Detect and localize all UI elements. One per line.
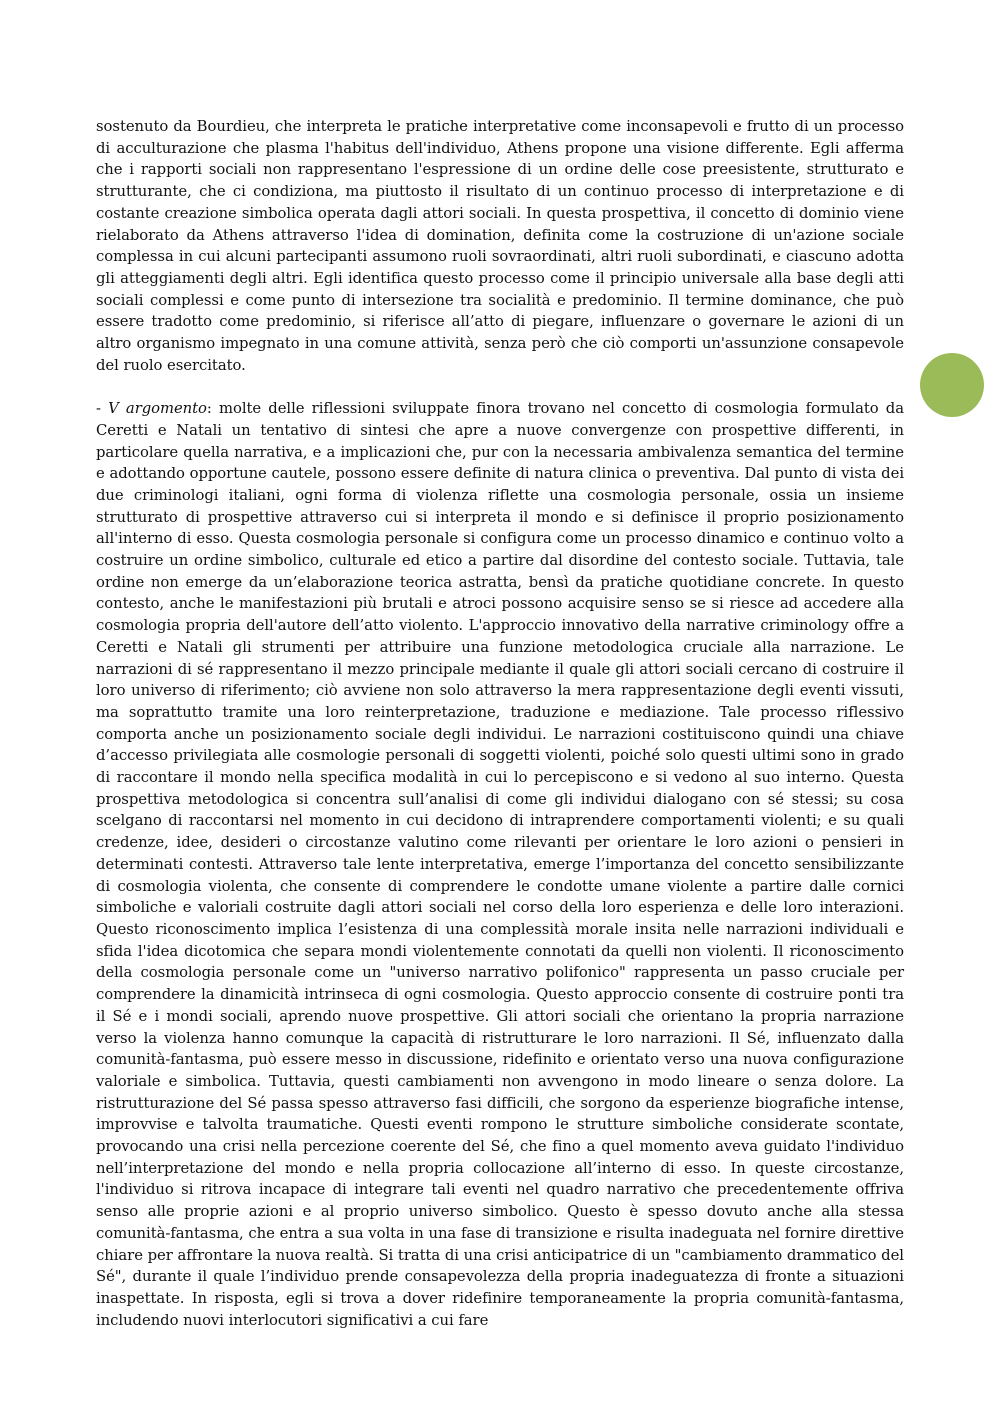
decorative-circle [920, 353, 984, 417]
paragraph-1: sostenuto da Bourdieu, che interpreta le pratiche interpretative come inconsapevoli e frutto di un processo di acculturazione che plasma l'habitus dell'individuo, Athens propone una visione differente. Egli afferma che i rapporti sociali non rappresentano l'espressione di un ordine delle cose preesistente, strutturato e strutturante, che ci condiziona, ma piuttosto il risultato di un continuo processo di interpretazione e di costante creazione simbolica operata dagli attori sociali. In questa prospettiva, il concetto di dominio viene rielaborato da Athens attraverso l'idea di domination, definita come la costruzione di un'azione sociale complessa in cui alcuni partecipanti assumono ruoli sovraordinati, altri ruoli subordinati, e ciascuno adotta gli atteggiamenti degli altri. Egli identifica questo processo come il principio universale alla base degli atti sociali complessi e come punto di intersezione tra socialità e predominio. Il termine dominance, che può essere tradotto come predominio, si riferisce all’atto di piegare, influenzare o governare le azioni di un altro organismo impegnato in una comune attività, senza però che ciò comporti un'assunzione consapevole del ruolo esercitato. [96, 118, 904, 374]
paragraph-2 [96, 398, 904, 1331]
paragraph-2-heading: V argomento [108, 400, 207, 418]
paragraph-2-body: : molte delle riflessioni sviluppate finora trovano nel concetto di cosmologia formulato da Ceretti e Natali un tentativo di sintesi che apre a nuove convergenze con prospettive differenti, in particolare quella narrativa, e a implicazioni che, pur con la necessaria ambivalenza semantica del termine e adottando opportune cautele, possono essere definite di natura clinica o preventiva. Dal punto di vista dei due criminologi italiani, ogni forma di violenza riflette una cosmologia personale, ossia un insieme strutturato di prospettive attraverso cui si interpreta il mondo e si definisce il proprio posizionamento all'interno di esso. Questa cosmologia personale si configura come un processo dinamico e continuo volto a costruire un ordine simbolico, culturale ed etico a partire dal disordine del contesto sociale. Tuttavia, tale ordine non emerge da un’elaborazione teorica astratta, bensì da pratiche quotidiane concrete. In questo contesto, anche le manifestazioni più brutali e atroci possono acquisire senso se si riesce ad accedere alla cosmologia propria dell'autore dell’atto violento. L'approccio innovativo della narrative criminology offre a Ceretti e Natali gli strumenti per attribuire una funzione metodologica cruciale alla narrazione. Le narrazioni di sé rappresentano il mezzo principale mediante il quale gli attori sociali cercano di costruire il loro universo di riferimento; ciò avviene non solo attraverso la mera rappresentazione degli eventi vissuti, ma soprattutto tramite una loro reinterpretazione, traduzione e mediazione. Tale processo riflessivo comporta anche un posizionamento sociale degli individui. Le narrazioni costituiscono quindi una chiave d’accesso privilegiata alle cosmologie personali di soggetti violenti, poiché solo questi ultimi sono in grado di raccontare il mondo nella specifica modalità in cui lo percepiscono e si vedono al suo interno. Questa prospettiva metodologica si concentra sull’analisi di come gli individui dialogano con sé stessi; su cosa scelgano di raccontarsi nel momento in cui decidono di intraprendere comportamenti violenti; e su quali credenze, idee, desideri o circostanze valutino come rilevanti per orientare le loro azioni o pensieri in determinati contesti. Attraverso tale lente interpretativa, emerge l’importanza del concetto sensibilizzante di cosmologia violenta, che consente di comprendere le condotte umane violente a partire dalle cornici simboliche e valoriali costruite dagli attori sociali nel corso della loro esperienza e delle loro interazioni. Questo riconoscimento implica l’esistenza di una complessità morale insita nelle narrazioni individuali e sfida l'idea dicotomica che separa mondi violentemente connotati da quelli non violenti. Il riconoscimento della cosmologia personale come un "universo narrativo polifonico" rappresenta un passo cruciale per comprendere la dinamicità intrinseca di ogni cosmologia. Questo approccio consente di costruire ponti tra il Sé e i mondi sociali, aprendo nuove prospettive. Gli attori sociali che orientano la propria narrazione verso la violenza hanno comunque la capacità di ristrutturare le loro narrazioni. Il Sé, influenzato dalla comunità-fantasma, può essere messo in discussione, ridefinito e orientato verso una nuova configurazione valoriale e simbolica. Tuttavia, questi cambiamenti non avvengono in modo lineare o senza dolore. La ristrutturazione del Sé passa spesso attraverso fasi difficili, che sorgono da esperienze biografiche intense, improvvise e talvolta traumatiche. Questi eventi rompono le strutture simboliche considerate scontate, provocando una crisi nella percezione coerente del Sé, che fino a quel momento aveva guidato l'individuo nell’interpretazione del mondo e nella propria collocazione all’interno di esso. In queste circostanze, l'individuo si ritrova incapace di integrare tali eventi nel quadro narrativo che precedentemente offriva senso alle proprie azioni e al proprio universo simbolico. Questo è spesso dovuto anche alla stessa comunità-fantasma, che entra a sua volta in una fase di transizione e risulta inadeguata nel fornire direttive chiare per affrontare la nuova realtà. Si tratta di una crisi anticipatrice di un "cambiamento drammatico del Sé", durante il quale l’individuo prende consapevolezza della propria inadeguatezza di fronte a situazioni inaspettate. In risposta, egli si trova a dover ridefinire temporaneamente la propria comunità-fantasma, includendo nuovi interlocutori significativi a cui fare [96, 400, 904, 1329]
paragraph-2-prefix: - [96, 400, 109, 418]
body-text [96, 116, 904, 1331]
